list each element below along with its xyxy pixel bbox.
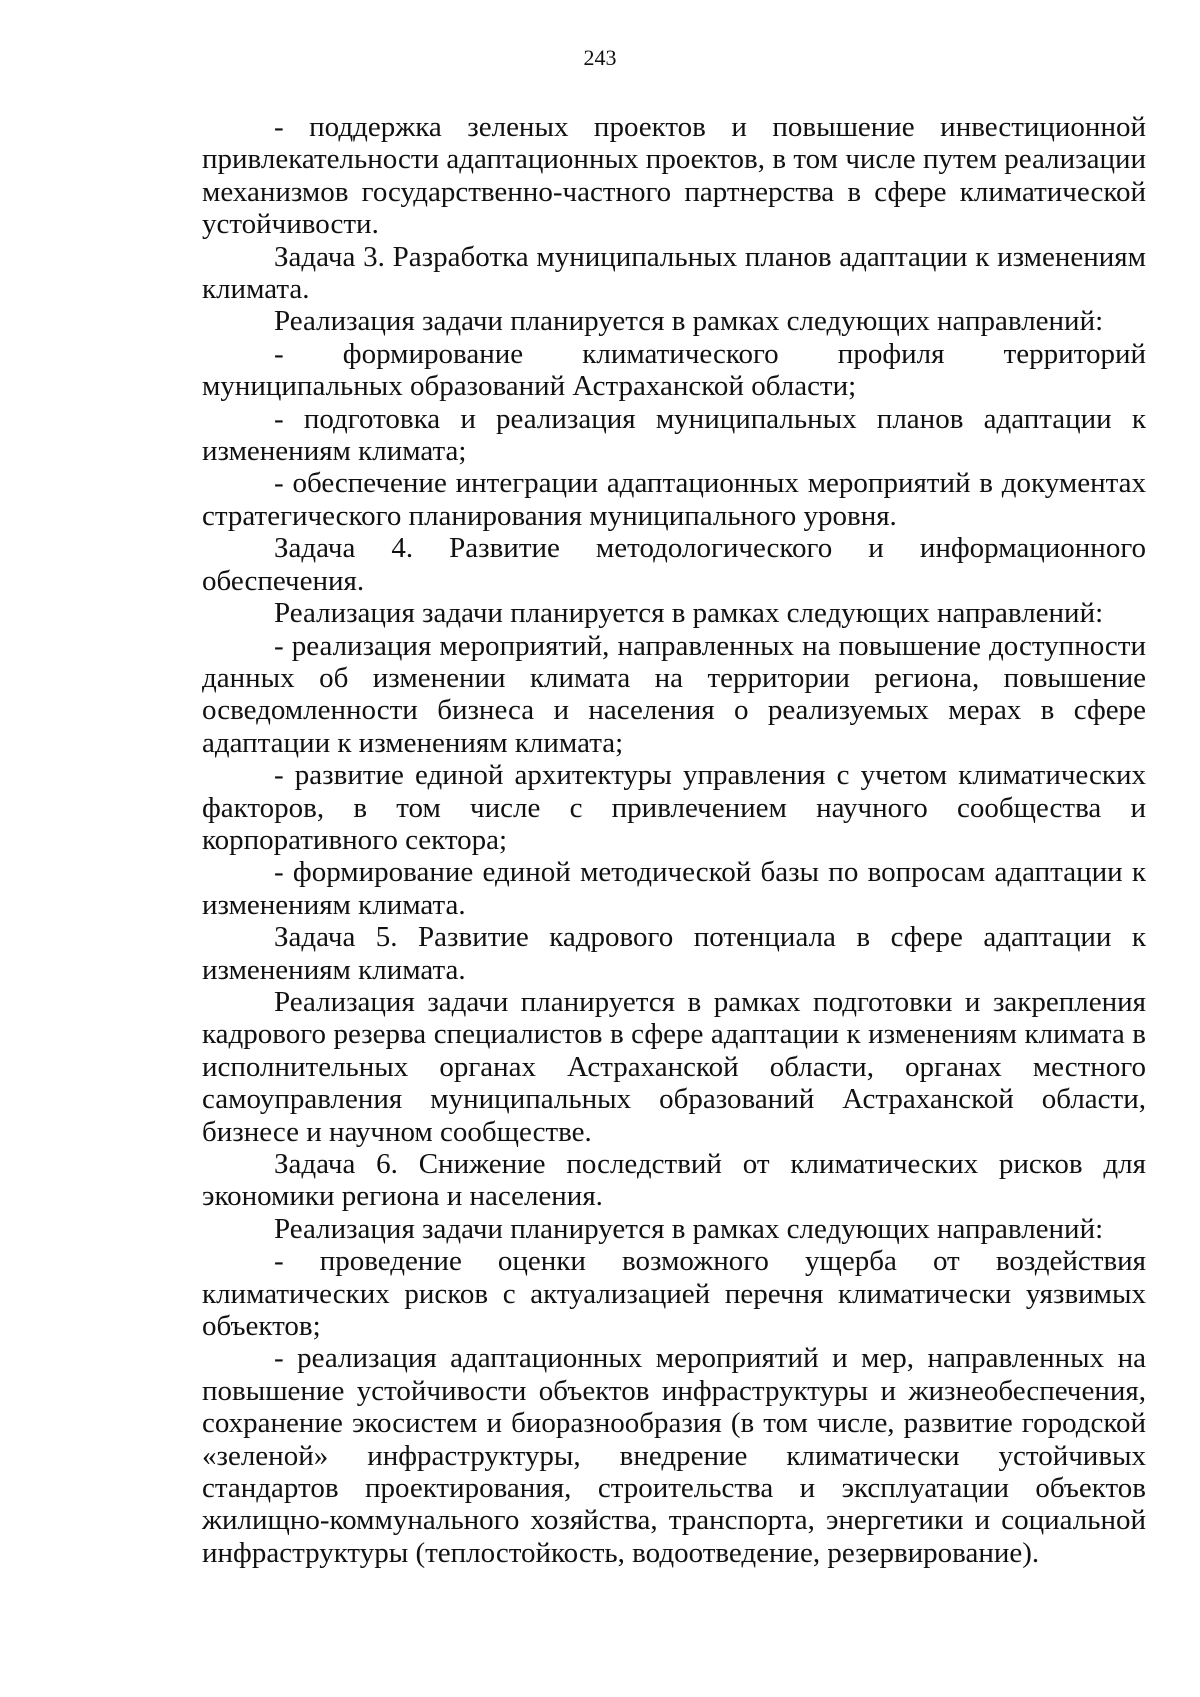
task-3-item-municipal-plans: - подготовка и реализация муниципальных планов адаптации к изменениям климата; bbox=[202, 402, 1146, 468]
task-4-heading: Задача 4. Развитие методологического и информационного обеспечения. bbox=[202, 532, 1146, 597]
task-4-item-data-access: - реализация мероприятий, направленных на повышение доступности данных об изменении климата на территории региона, повышение осведомленности бизнеса и населения о реализуемых мерах в сфере адаптации к изменениям климата; bbox=[202, 629, 1146, 759]
task-5-body: Реализация задачи планируется в рамках подготовки и закрепления кадрового резерва специалистов в сфере адаптации к изменениям климата в исполнительных органах Астраханской области, органах местного самоуправления муниципальных образований Астраханской области, бизнесе и научном сообществе. bbox=[202, 985, 1146, 1148]
task-4-intro: Реализация задачи планируется в рамках следующих направлений: bbox=[274, 597, 1104, 630]
page-number: 243 bbox=[583, 45, 617, 70]
document-body bbox=[202, 111, 1146, 1569]
task-6-intro: Реализация задачи планируется в рамках следующих направлений: bbox=[274, 1212, 1104, 1245]
task-3-item-climate-profile: - формирование климатического профиля территорий муниципальных образований Астраханской области; bbox=[202, 337, 1146, 403]
task-3-item-integration: - обеспечение интеграции адаптационных мероприятий в документах стратегического планирования муниципального уровня. bbox=[202, 467, 1146, 532]
task-4-item-architecture: - развитие единой архитектуры управления с учетом климатических факторов, в том числе с привлечением научного сообщества и корпоративного сектора; bbox=[202, 759, 1146, 856]
task-6-item-adaptation-measures: - реализация адаптационных мероприятий и мер, направленных на повышение устойчивости объектов инфраструктуры и жизнеобеспечения, сохранение экосистем и биоразнообразия (в том числе, развитие городской «зеленой» инфраструктуры, внедрение климатически устойчивых стандартов проектирования, строительства и эксплуатации объектов жилищно-коммунального хозяйства, транспорта, энергетики и социальной инфраструктуры (теплостойкость, водоотведение, резервирование). bbox=[202, 1342, 1146, 1569]
paragraph-green-projects: - поддержка зеленых проектов и повышение инвестиционной привлекательности адаптационных проектов, в том числе путем реализации механизмов государственно-частного партнерства в сфере климатической устойчивости. bbox=[202, 111, 1146, 241]
task-3-heading: Задача 3. Разработка муниципальных планов адаптации к изменениям климата. bbox=[202, 240, 1146, 306]
task-4-item-method-base: - формирование единой методической базы по вопросам адаптации к изменениям климата. bbox=[202, 856, 1146, 921]
task-6-heading: Задача 6. Снижение последствий от климатических рисков для экономики региона и населения. bbox=[202, 1148, 1146, 1213]
task-6-item-damage-assessment: - проведение оценки возможного ущерба от воздействия климатических рисков с актуализацией перечня климатически уязвимых объектов; bbox=[202, 1245, 1146, 1343]
task-3-intro: Реализация задачи планируется в рамках следующих направлений: bbox=[274, 305, 1104, 338]
task-5-heading: Задача 5. Развитие кадрового потенциала в сфере адаптации к изменениям климата. bbox=[202, 921, 1146, 986]
